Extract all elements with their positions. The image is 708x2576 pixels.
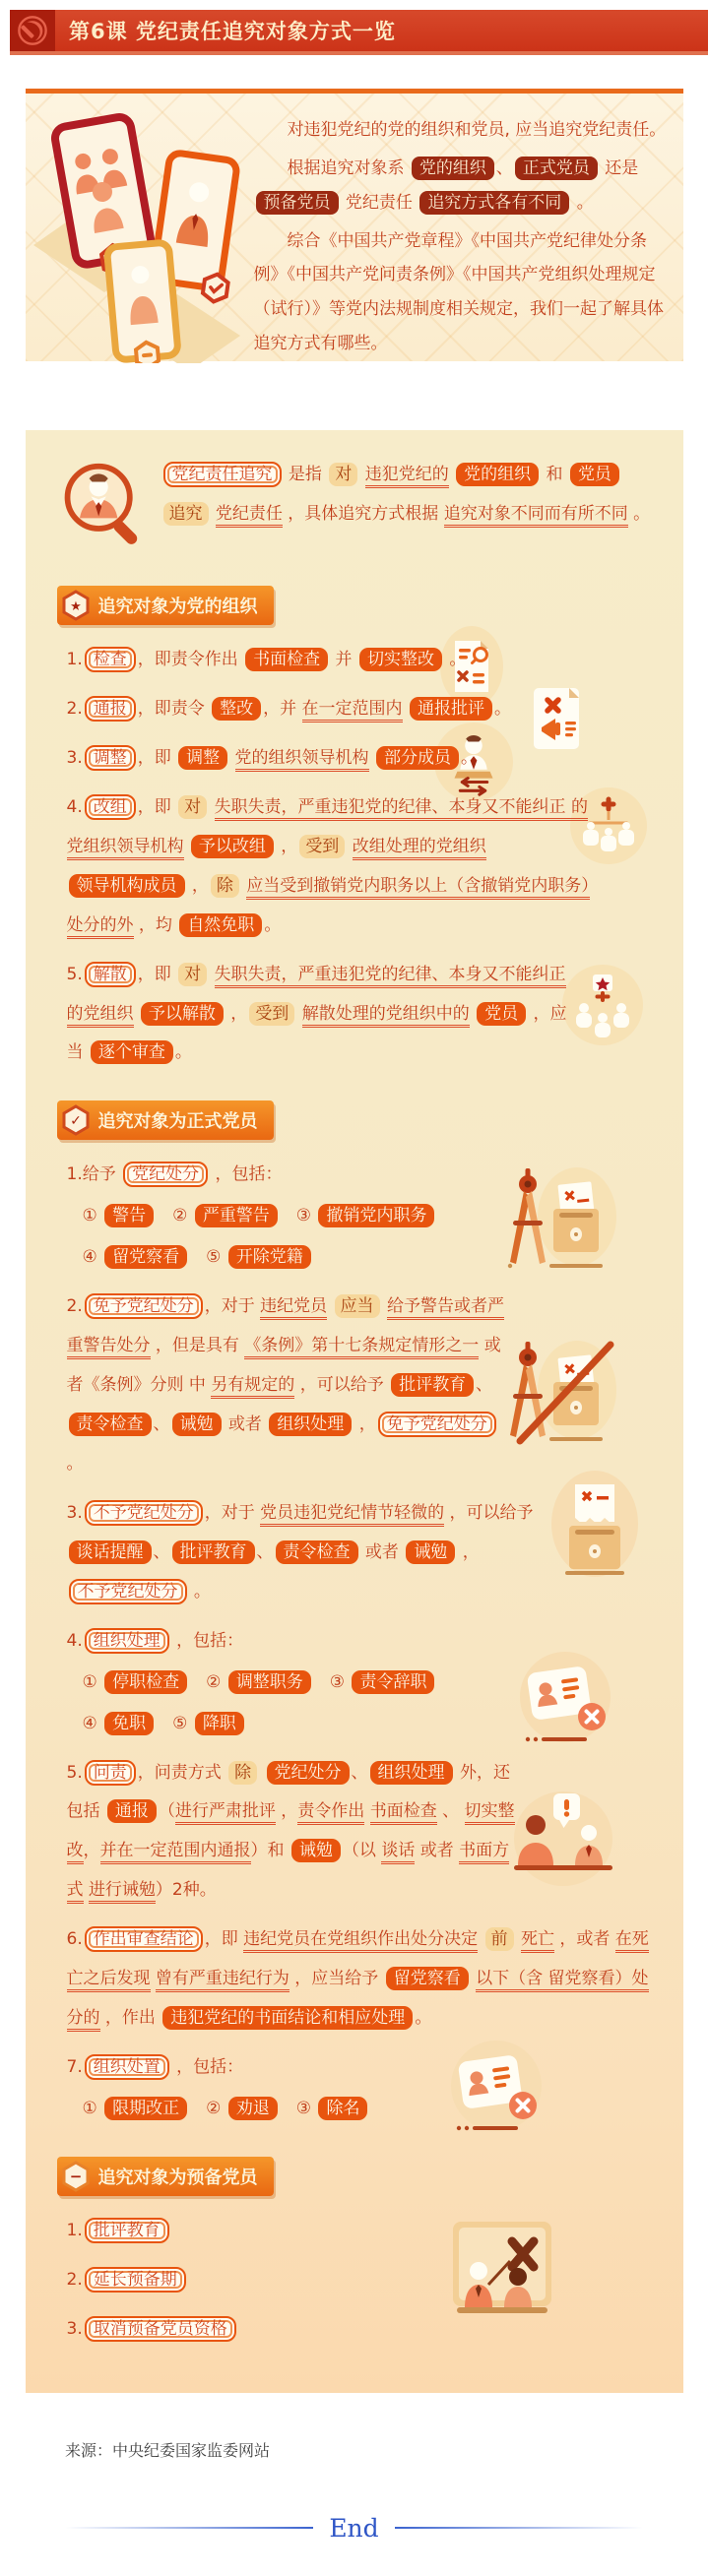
text-segment: 。 <box>571 192 594 213</box>
text-segment <box>209 797 214 817</box>
highlight-badge: 谈话提醒 <box>69 1540 152 1564</box>
highlight-badge: 失职失责，严重违犯党的纪律、本身又不能纠正 的党组织 <box>67 965 566 1028</box>
text-segment: ， <box>457 1541 480 1562</box>
text-segment: ③ <box>279 2099 317 2118</box>
text-segment: ④ <box>82 1713 103 1733</box>
highlight-badge: 改组 <box>85 794 136 820</box>
highlight-badge: 责令作出 <box>297 1801 364 1825</box>
text-segment: 2. <box>66 1296 83 1317</box>
text-segment: ③ <box>312 1671 351 1692</box>
highlight-badge: 诫勉 <box>172 1413 222 1436</box>
text-segment: 3. <box>66 2318 83 2339</box>
highlight-badge: 除名 <box>318 2097 367 2120</box>
highlight-badge: 党纪责任追究 <box>163 462 282 487</box>
highlight-badge: 党的组织 <box>456 463 539 486</box>
text-segment: ，并 <box>263 698 302 719</box>
highlight-badge: 严重警告 <box>195 1204 278 1227</box>
highlight-badge: 批评教育 <box>391 1373 474 1397</box>
item-text <box>57 690 652 729</box>
item-text <box>57 2261 652 2300</box>
source-credit: 来源：中央纪委国家监委网站 <box>65 2440 271 2460</box>
highlight-badge: 留党察看 <box>104 1245 187 1269</box>
text-segment: 、 <box>436 1801 465 1822</box>
hero-section <box>26 89 683 361</box>
text-segment: ② <box>189 1671 226 1692</box>
section-title: 追究对象为预备党员 <box>97 2167 258 2188</box>
text-segment: ② <box>156 1206 193 1226</box>
highlight-badge: 谈话 <box>381 1841 415 1864</box>
highlight-badge: 对 <box>329 463 357 486</box>
text-segment: ⑤ <box>156 1713 193 1733</box>
highlight-badge: 警告 <box>104 1204 154 1227</box>
text-segment <box>369 748 374 768</box>
list-item <box>57 788 652 946</box>
highlight-badge: 党纪处分 <box>123 1162 208 1187</box>
text-segment: ，均 <box>133 914 178 935</box>
hero-paragraph <box>254 152 670 220</box>
text-segment: 7. <box>66 2057 83 2078</box>
item-text <box>57 1288 652 1484</box>
item-text <box>57 956 652 1074</box>
text-segment: ，具体追究方式根据 <box>282 503 444 524</box>
text-segment: 6. <box>66 1929 83 1950</box>
text-segment: 5. <box>66 1762 83 1783</box>
text-segment: 党纪责任 <box>340 192 418 213</box>
text-segment: 。 <box>415 2008 432 2029</box>
item-text <box>57 1920 652 2039</box>
text-segment: ，即责令作出 <box>137 650 244 669</box>
text-segment: 还是 <box>599 157 639 178</box>
highlight-badge: 违纪党员在党组织作出处分决定 <box>243 1929 478 1953</box>
highlight-badge: 不予党纪处分 <box>85 1500 203 1526</box>
highlight-badge: 书面检查 <box>245 648 328 671</box>
highlight-badge: 自然免职 <box>179 913 262 937</box>
text-segment: 或者 <box>223 1414 268 1434</box>
text-segment: 和 <box>541 465 568 484</box>
text-segment: 对违犯党纪的党的组织和党员, 应当追究党纪责任。 <box>287 120 667 140</box>
list-item <box>57 1920 652 2039</box>
highlight-badge: 解散 <box>85 962 136 987</box>
highlight-badge: 追究 <box>163 502 209 526</box>
text-segment <box>478 1929 483 1949</box>
highlight-badge: 调整 <box>85 745 136 771</box>
section-header <box>57 2157 274 2196</box>
text-segment: 。 <box>66 1453 84 1474</box>
highlight-badge: 以下（含 留党察看）处分的 <box>67 1969 649 2032</box>
item-subline <box>83 1238 652 1278</box>
highlight-badge: 党员 <box>570 463 619 486</box>
highlight-badge: 并在一定范围内通报 <box>100 1841 251 1864</box>
text-segment: ，包括： <box>210 1164 283 1185</box>
text-segment <box>359 465 364 484</box>
text-segment: ① <box>82 2099 103 2118</box>
text-segment: ，包括： <box>170 1630 244 1651</box>
text-segment: ，作出 <box>99 2008 161 2029</box>
end-divider-right <box>395 2527 643 2529</box>
highlight-badge: 开除党籍 <box>228 1245 311 1269</box>
svg-text:★: ★ <box>69 599 82 614</box>
text-segment <box>229 748 234 768</box>
highlight-badge: 组织处置 <box>85 2054 169 2080</box>
text-segment <box>327 1296 332 1316</box>
text-segment <box>364 1801 369 1821</box>
intro-block <box>57 456 652 554</box>
text-segment <box>470 1004 475 1024</box>
text-segment: 。 <box>627 503 651 524</box>
highlight-badge: 诫勉 <box>406 1540 455 1564</box>
section-full-members <box>57 1083 652 2129</box>
text-segment: 4. <box>66 796 83 817</box>
highlight-badge: 前 <box>485 1927 514 1951</box>
phone-probation <box>102 238 182 363</box>
party-emblem-icon <box>10 10 55 51</box>
section-title: 追究对象为党的组织 <box>97 597 258 617</box>
text-segment: ， <box>354 1414 376 1434</box>
highlight-badge: 劝退 <box>228 2097 278 2120</box>
text-segment: ，应当 <box>66 1003 567 1063</box>
list-item <box>57 641 652 680</box>
highlight-badge: 切实整改 <box>67 1801 515 1864</box>
highlight-badge: 予以改组 <box>191 835 274 858</box>
svg-text:−: − <box>69 2167 82 2185</box>
highlight-badge: 免职 <box>104 1712 154 1735</box>
item-text <box>57 2212 652 2251</box>
text-segment: 、 <box>256 1541 274 1562</box>
text-segment: ）和 <box>250 1841 290 1861</box>
list-item <box>57 739 652 779</box>
list-item <box>57 2261 652 2300</box>
text-segment: ，可以给予 <box>444 1502 534 1523</box>
text-segment: 1.给予 <box>66 1164 122 1185</box>
highlight-badge: 党纪处分 <box>267 1761 350 1785</box>
highlight-badge: 留党察看 <box>386 1967 469 1990</box>
list-item <box>57 1622 652 1744</box>
text-segment: 4. <box>66 1630 83 1651</box>
text-segment <box>209 965 214 984</box>
list-item <box>57 2212 652 2251</box>
highlight-badge: 取消预备党员资格 <box>85 2316 236 2342</box>
highlight-badge: 组织处理 <box>269 1413 352 1436</box>
text-segment: ③ <box>279 1206 317 1226</box>
highlight-badge: 受到 <box>299 835 345 858</box>
section-party-organizations <box>57 568 652 1073</box>
star-hexagon-icon <box>61 590 91 621</box>
text-segment: 5. <box>66 964 83 984</box>
highlight-badge: 通报 <box>107 1799 157 1823</box>
highlight-badge: 整改 <box>212 697 261 721</box>
highlight-badge: 限期改正 <box>104 2097 187 2120</box>
text-segment: 或者 <box>415 1841 460 1861</box>
item-text <box>57 641 652 680</box>
text-segment: 、 <box>153 1414 170 1434</box>
highlight-badge: 除 <box>228 1761 257 1785</box>
highlight-badge: 诫勉 <box>291 1839 341 1862</box>
item-subline <box>83 1197 652 1236</box>
text-segment <box>184 837 189 856</box>
hero-paragraph <box>254 113 670 148</box>
highlight-badge: 进行严肃批评 <box>175 1801 276 1825</box>
highlight-badge: 失职失责，严重违犯党的纪律、本身又不能纠正 的党组织领导机构 <box>67 797 588 860</box>
highlight-badge: 免予党纪处分 <box>378 1412 496 1437</box>
text-segment: 1. <box>66 650 83 669</box>
text-segment: ，对于 <box>204 1296 261 1317</box>
text-segment: ① <box>82 1206 103 1226</box>
text-segment: ，应当给予 <box>289 1969 384 1989</box>
text-segment: 根据追究对象系 <box>287 157 410 178</box>
highlight-badge: 追究方式各有不同 <box>419 191 569 215</box>
text-segment: 3. <box>66 1502 83 1523</box>
text-segment: ， <box>83 1841 100 1861</box>
list-item <box>57 956 652 1074</box>
highlight-badge: 党的组织 <box>412 157 494 180</box>
highlight-badge: 批评教育 <box>85 2218 169 2243</box>
list-item <box>57 2048 652 2129</box>
text-segment: 。 <box>443 650 467 669</box>
highlight-badge: 组织处理 <box>85 1628 169 1654</box>
text-segment: ① <box>82 1671 103 1692</box>
item-text <box>57 2048 652 2088</box>
item-subline <box>83 1705 652 1744</box>
intro-text <box>161 456 652 534</box>
highlight-badge: 部分成员 <box>376 746 459 770</box>
svg-text:✓: ✓ <box>69 1113 82 1130</box>
highlight-badge: 不予党纪处分 <box>69 1579 187 1604</box>
text-segment: 是指 <box>283 465 328 484</box>
highlight-badge: 对 <box>178 963 207 986</box>
highlight-badge: 延长预备期 <box>85 2267 186 2293</box>
highlight-badge: 除 <box>211 874 239 898</box>
text-segment: 3. <box>66 747 83 768</box>
highlight-badge: 改组处理的党组织 <box>353 837 486 860</box>
highlight-badge: 曾有严重违纪行为 <box>156 1969 290 1992</box>
text-segment: 。 <box>188 1581 211 1602</box>
text-segment: ， <box>275 836 298 856</box>
highlight-badge: 在死亡之后发现 <box>67 1929 649 1992</box>
list-item <box>57 1288 652 1484</box>
text-segment: 。 <box>174 1042 192 1063</box>
highlight-badge: 作出审查结论 <box>85 1926 203 1952</box>
text-segment: ， <box>275 1801 298 1822</box>
text-segment: ，或者 <box>553 1929 615 1950</box>
text-segment: ④ <box>82 1247 103 1268</box>
text-segment: ，即责令 <box>137 698 211 719</box>
hero-paragraph <box>254 224 670 361</box>
item-text <box>57 739 652 779</box>
highlight-badge: 违犯党纪的 <box>365 465 449 488</box>
highlight-badge: 受到 <box>249 1002 294 1026</box>
highlight-badge: 降职 <box>195 1712 244 1735</box>
highlight-badge: 停职检查 <box>104 1670 187 1694</box>
highlight-badge: 党员违犯党纪情节轻微的 <box>260 1503 444 1527</box>
section-header <box>57 1100 274 1140</box>
highlight-badge: 通报批评 <box>410 697 492 721</box>
list-item <box>57 1494 652 1612</box>
highlight-badge: 应当 <box>335 1294 380 1318</box>
text-segment: ，但是具有 <box>150 1336 245 1356</box>
page-title: 第6课 党纪责任追究对象方式一览 <box>69 20 396 43</box>
highlight-badge: 调整职务 <box>228 1670 311 1694</box>
phones-illustration <box>32 97 254 361</box>
highlight-badge: 解散处理的党组织中的 <box>302 1004 470 1028</box>
text-segment: 外，还包括 <box>66 1762 510 1822</box>
item-subline <box>83 2090 652 2129</box>
highlight-badge: 党员 <box>477 1002 526 1026</box>
highlight-badge: 书面检查 <box>370 1801 437 1825</box>
text-segment: ② <box>189 2099 226 2118</box>
highlight-badge: 切实整改 <box>359 648 442 671</box>
text-segment: （以 <box>342 1841 382 1861</box>
highlight-badge: 预备党员 <box>256 191 339 215</box>
highlight-badge: 违犯党纪的书面结论和相应处理 <box>162 2006 413 2030</box>
highlight-badge: 责令检查 <box>69 1413 152 1436</box>
text-segment: ）2种。 <box>155 1880 217 1901</box>
section-header <box>57 586 274 625</box>
highlight-badge: 撤销党内职务 <box>318 1204 434 1227</box>
text-segment <box>347 837 352 856</box>
highlight-badge: 在一定范围内 <box>302 699 403 723</box>
magnifier-person-icon <box>57 460 148 554</box>
text-segment: 。 <box>493 698 511 719</box>
list-item <box>57 1754 652 1912</box>
text-segment <box>259 1763 264 1783</box>
highlight-badge: 党纪责任 <box>216 504 283 528</box>
text-segment: ⑤ <box>189 1247 226 1268</box>
highlight-badge: 组织处理 <box>370 1761 453 1785</box>
item-text <box>57 1494 652 1612</box>
highlight-badge: 领导机构成员 <box>69 874 185 898</box>
item-subline <box>83 1664 652 1703</box>
item-text <box>57 1156 652 1195</box>
text-segment: ，可以给予 <box>294 1375 390 1396</box>
text-segment: ，对于 <box>204 1502 261 1523</box>
highlight-badge: 进行诫勉 <box>89 1880 156 1904</box>
highlight-badge: 党的组织领导机构 <box>235 748 369 772</box>
text-segment: 综合《中国共产党章程》《中国共产党纪律处分条例》《中国共产党问责条例》《中国共产党组织处理规定（试行）》等党内法规制度相关规定，我们一起了解具体追究方式有哪些。 <box>253 230 664 354</box>
text-segment: ，即 <box>137 796 177 817</box>
highlight-badge: 书面方式 <box>67 1841 510 1904</box>
content-card <box>26 430 683 2393</box>
text-segment: 、 <box>351 1762 368 1783</box>
text-segment: ，问责方式 <box>137 1762 227 1783</box>
highlight-badge: 调整 <box>178 746 227 770</box>
highlight-badge: 追究对象不同而有所不同 <box>444 504 628 528</box>
highlight-badge: 另有规定的 <box>211 1375 294 1399</box>
highlight-badge: 问责 <box>85 1760 136 1786</box>
text-segment: ，包括： <box>170 2057 244 2078</box>
text-segment: （ <box>158 1801 175 1822</box>
text-segment: 2. <box>66 698 83 719</box>
item-text <box>57 1754 652 1912</box>
highlight-badge: 责令检查 <box>276 1540 358 1564</box>
list-item <box>57 1156 652 1278</box>
text-segment: 。 <box>264 914 282 935</box>
text-segment: 并 <box>330 650 357 669</box>
text-segment: 或者 <box>359 1541 405 1562</box>
text-segment <box>134 1004 139 1024</box>
highlight-badge: 予以解散 <box>141 1002 224 1026</box>
highlight-badge: 死亡 <box>521 1929 554 1953</box>
text-segment: ，即 <box>137 747 177 768</box>
text-segment: ，即 <box>137 964 177 984</box>
highlight-badge: 通报 <box>85 696 136 722</box>
text-segment <box>296 1004 301 1024</box>
section-title: 追究对象为正式党员 <box>97 1111 258 1133</box>
text-segment: 或者《条例》分则 中 <box>66 1336 501 1396</box>
check-hexagon-icon <box>61 1104 91 1136</box>
item-text <box>57 1622 652 1662</box>
text-segment: ， <box>225 1003 248 1024</box>
text-segment: ， <box>186 875 209 896</box>
highlight-badge: 《条例》第十七条规定情形之一 <box>244 1336 479 1359</box>
highlight-badge: 批评教育 <box>172 1540 255 1564</box>
item-text <box>57 2310 652 2350</box>
highlight-badge: 违纪党员 <box>260 1296 327 1320</box>
hero-text <box>254 97 670 361</box>
text-segment: 、 <box>495 157 513 178</box>
highlight-badge: 免予党纪处分 <box>85 1293 203 1319</box>
end-label: End <box>329 2513 379 2543</box>
section-probationary-members <box>57 2139 652 2350</box>
text-segment: 。 <box>460 747 478 768</box>
highlight-badge: 检查 <box>85 647 136 672</box>
footer-end <box>0 2514 708 2543</box>
text-segment: 、 <box>153 1541 170 1562</box>
highlight-badge: 责令辞职 <box>352 1670 434 1694</box>
minus-hexagon-icon <box>61 2161 91 2192</box>
highlight-badge: 正式党员 <box>515 157 598 180</box>
text-segment <box>403 699 408 719</box>
highlight-badge: 应当受到撤销党内职务以上（含撤销党内职务）处分的外 <box>67 876 590 939</box>
highlight-badge: 对 <box>178 795 207 819</box>
text-segment: 、 <box>476 1375 493 1396</box>
text-segment <box>449 465 454 484</box>
highlight-badge: 逐个审查 <box>91 1040 173 1064</box>
header-banner <box>10 10 708 55</box>
list-item <box>57 2310 652 2350</box>
highlight-badge: 给予警告或者严重警告处分 <box>67 1296 504 1359</box>
text-segment: ，即 <box>204 1929 244 1950</box>
end-divider-left <box>65 2527 313 2529</box>
list-item <box>57 690 652 729</box>
item-text <box>57 788 652 946</box>
text-segment: 1. <box>66 2220 83 2240</box>
text-segment: 2. <box>66 2269 83 2290</box>
